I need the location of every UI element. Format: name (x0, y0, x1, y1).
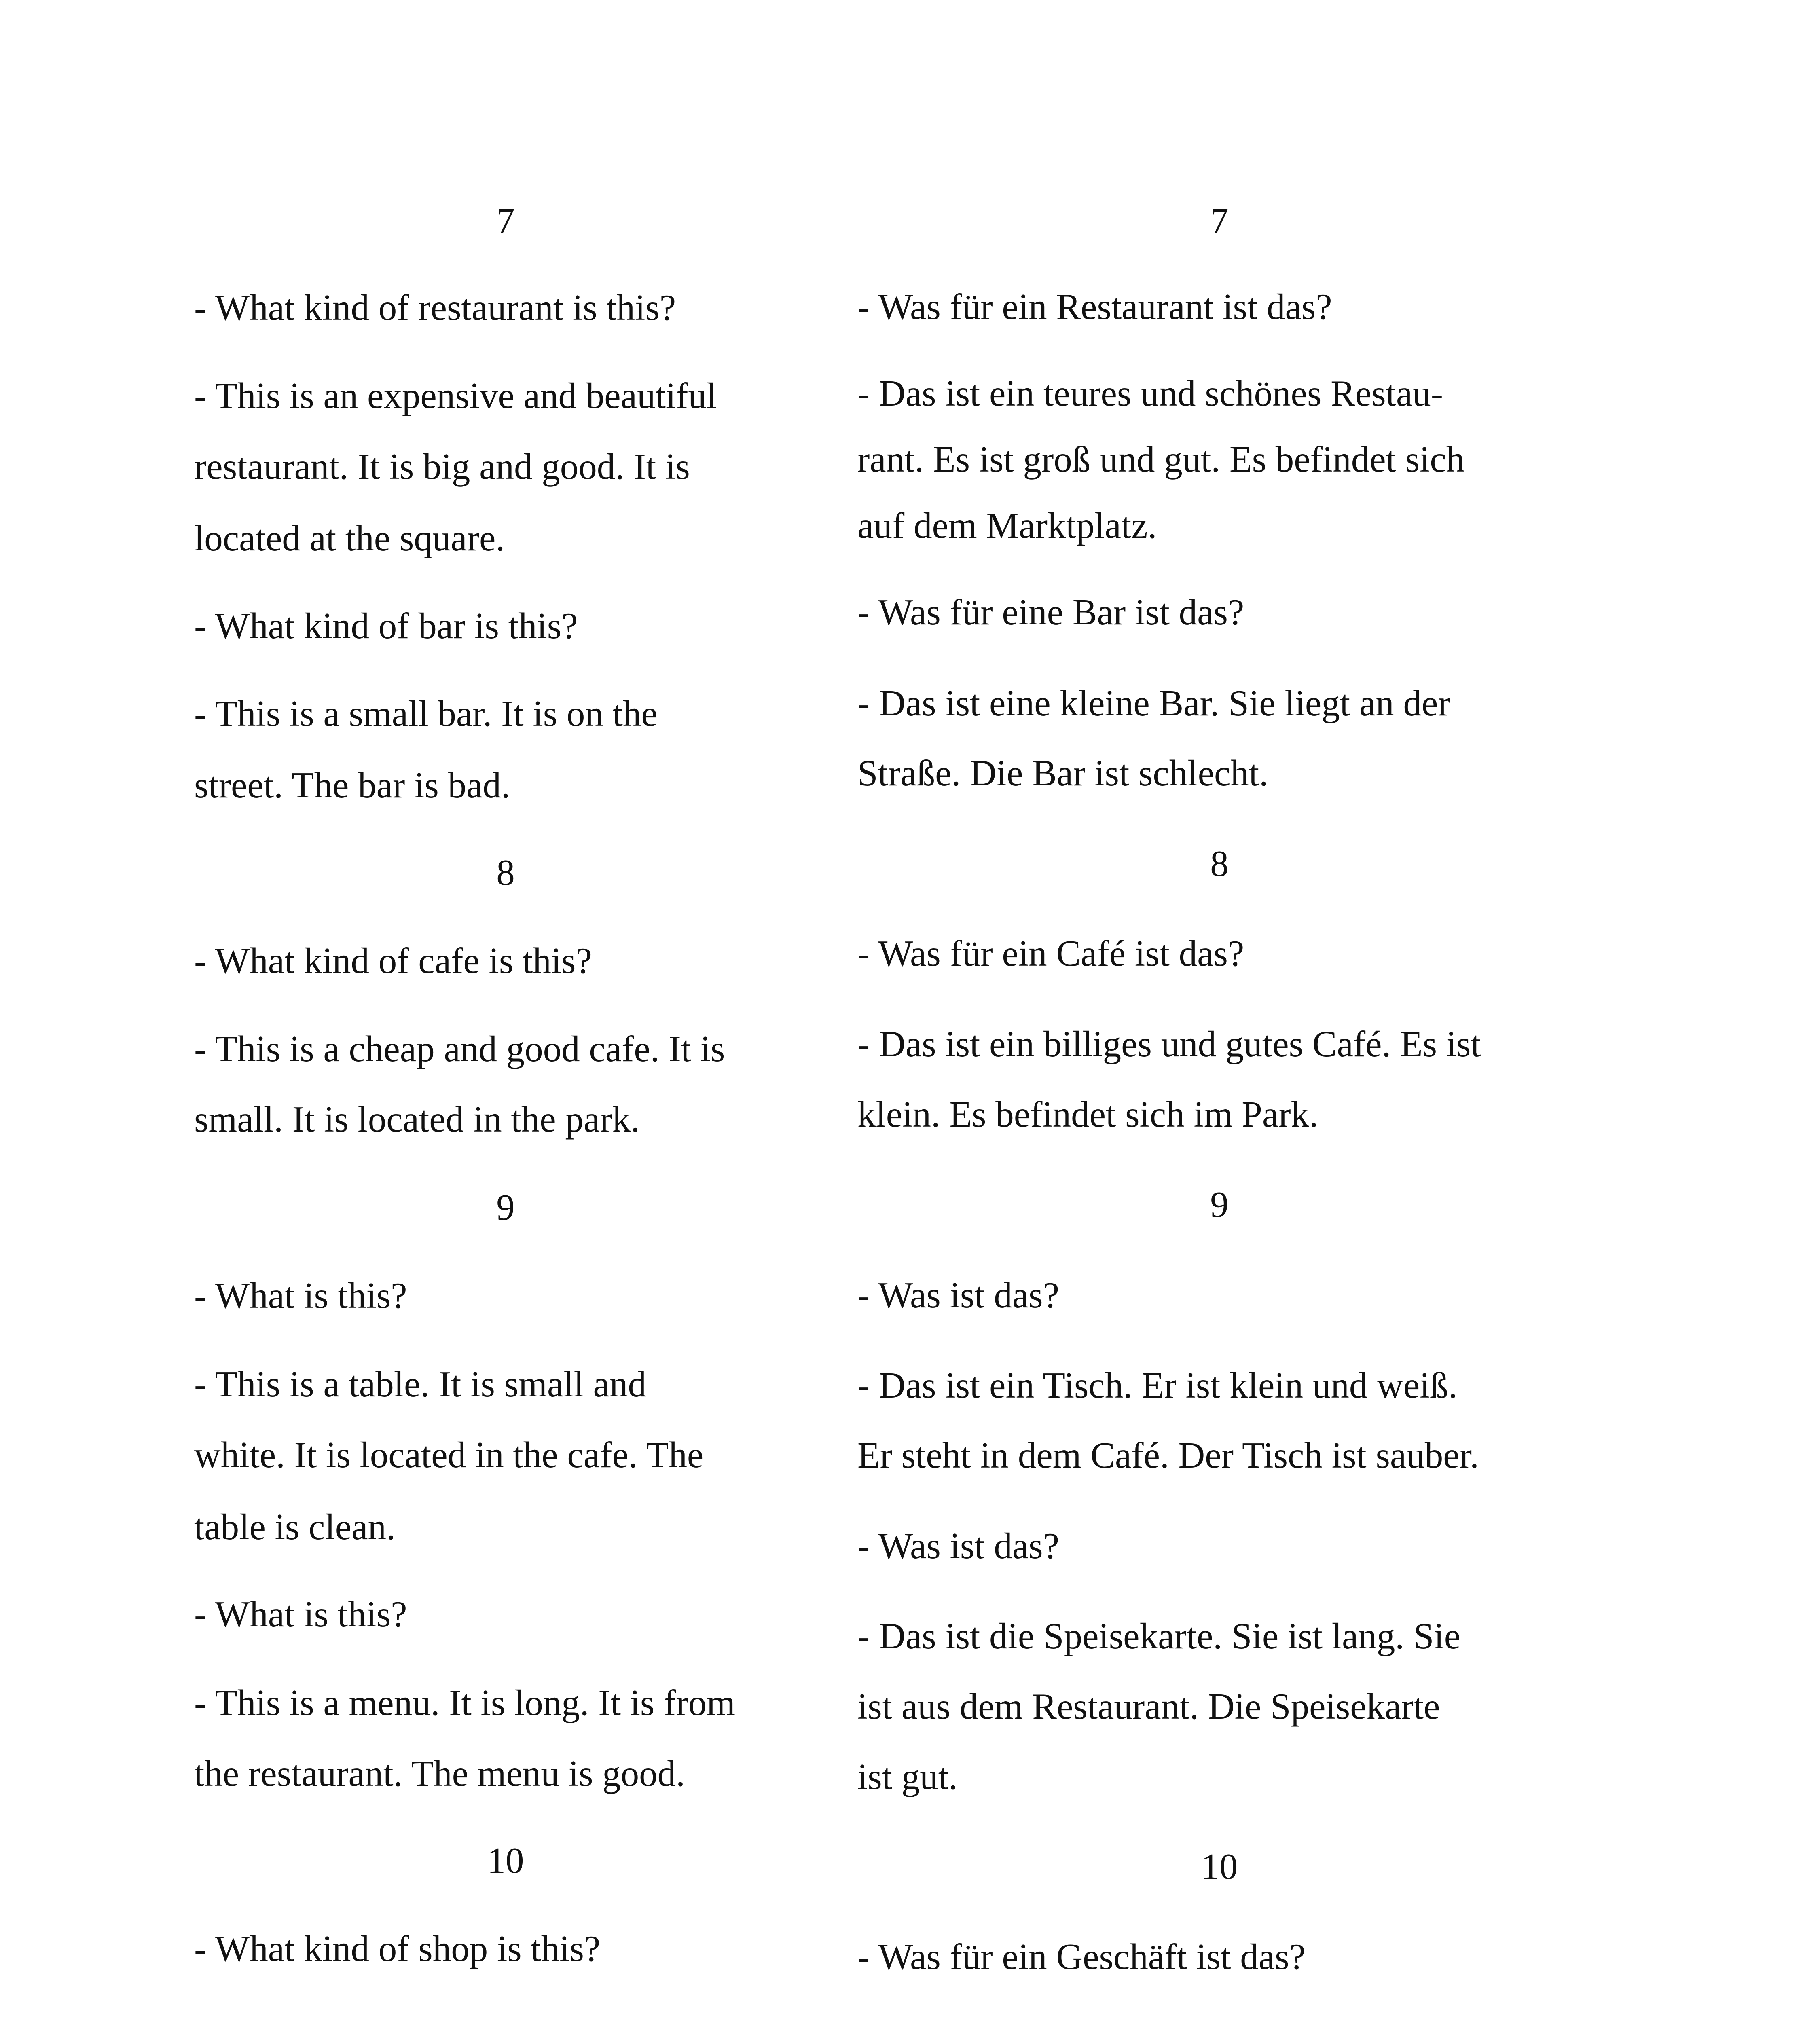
question-text: - Was ist das? (857, 1275, 1059, 1316)
question-text: - What kind of cafe is this? (194, 940, 592, 981)
answer-line: - Das ist eine kleine Bar. Sie liegt an der (857, 683, 1450, 723)
section-number: 7 (496, 200, 515, 241)
answer-line: auf dem Marktplatz. (857, 505, 1157, 546)
answer-line: klein. Es befindet sich im Park. (857, 1094, 1318, 1135)
answer-line: - This is an expensive and beautiful (194, 375, 717, 416)
section-number: 8 (496, 852, 515, 893)
section-number: 9 (1210, 1184, 1229, 1225)
answer-line: - This is a menu. It is long. It is from (194, 1682, 735, 1723)
answer-line: rant. Es ist groß und gut. Es befindet sich (857, 439, 1465, 480)
question-text: - What kind of shop is this? (194, 1928, 601, 1969)
question-text: - Was für ein Geschäft ist das? (857, 1936, 1306, 1977)
question-text: - Was für eine Bar ist das? (857, 592, 1244, 632)
question-text: - What kind of restaurant is this? (194, 287, 676, 328)
answer-line: - This is a cheap and good cafe. It is (194, 1028, 725, 1069)
answer-line: - This is a table. It is small and (194, 1364, 646, 1404)
section-number: 7 (1210, 200, 1229, 241)
answer-line: - Das ist ein billiges und gutes Café. Es ist (857, 1024, 1481, 1064)
answer-line: - Das ist die Speisekarte. Sie ist lang. Sie (857, 1616, 1461, 1656)
question-text: - What kind of bar is this? (194, 605, 578, 646)
question-text: - What is this? (194, 1275, 407, 1316)
answer-line: ist gut. (857, 1756, 958, 1797)
answer-line: Straße. Die Bar ist schlecht. (857, 753, 1268, 793)
answer-line: - Das ist ein Tisch. Er ist klein und weiß. (857, 1365, 1458, 1406)
section-number: 8 (1210, 843, 1229, 884)
question-text: - Was ist das? (857, 1525, 1059, 1566)
question-text: - Was für ein Café ist das? (857, 933, 1244, 974)
answer-line: Er steht in dem Café. Der Tisch ist sauber. (857, 1435, 1479, 1476)
answer-line: restaurant. It is big and good. It is (194, 446, 690, 487)
answer-line: table is clean. (194, 1506, 396, 1547)
answer-line: white. It is located in the cafe. The (194, 1434, 704, 1475)
question-text: - Was für ein Restaurant ist das? (857, 286, 1332, 327)
section-number: 10 (1201, 1846, 1238, 1887)
answer-line: - Das ist ein teures und schönes Restau- (857, 373, 1443, 414)
answer-line: street. The bar is bad. (194, 765, 510, 806)
section-number: 10 (487, 1840, 524, 1881)
question-text: - What is this? (194, 1594, 407, 1635)
section-number: 9 (496, 1187, 515, 1228)
answer-line: small. It is located in the park. (194, 1099, 640, 1140)
answer-line: located at the square. (194, 518, 505, 558)
answer-line: the restaurant. The menu is good. (194, 1753, 685, 1794)
answer-line: ist aus dem Restaurant. Die Speisekarte (857, 1686, 1440, 1727)
answer-line: - This is a small bar. It is on the (194, 693, 658, 734)
